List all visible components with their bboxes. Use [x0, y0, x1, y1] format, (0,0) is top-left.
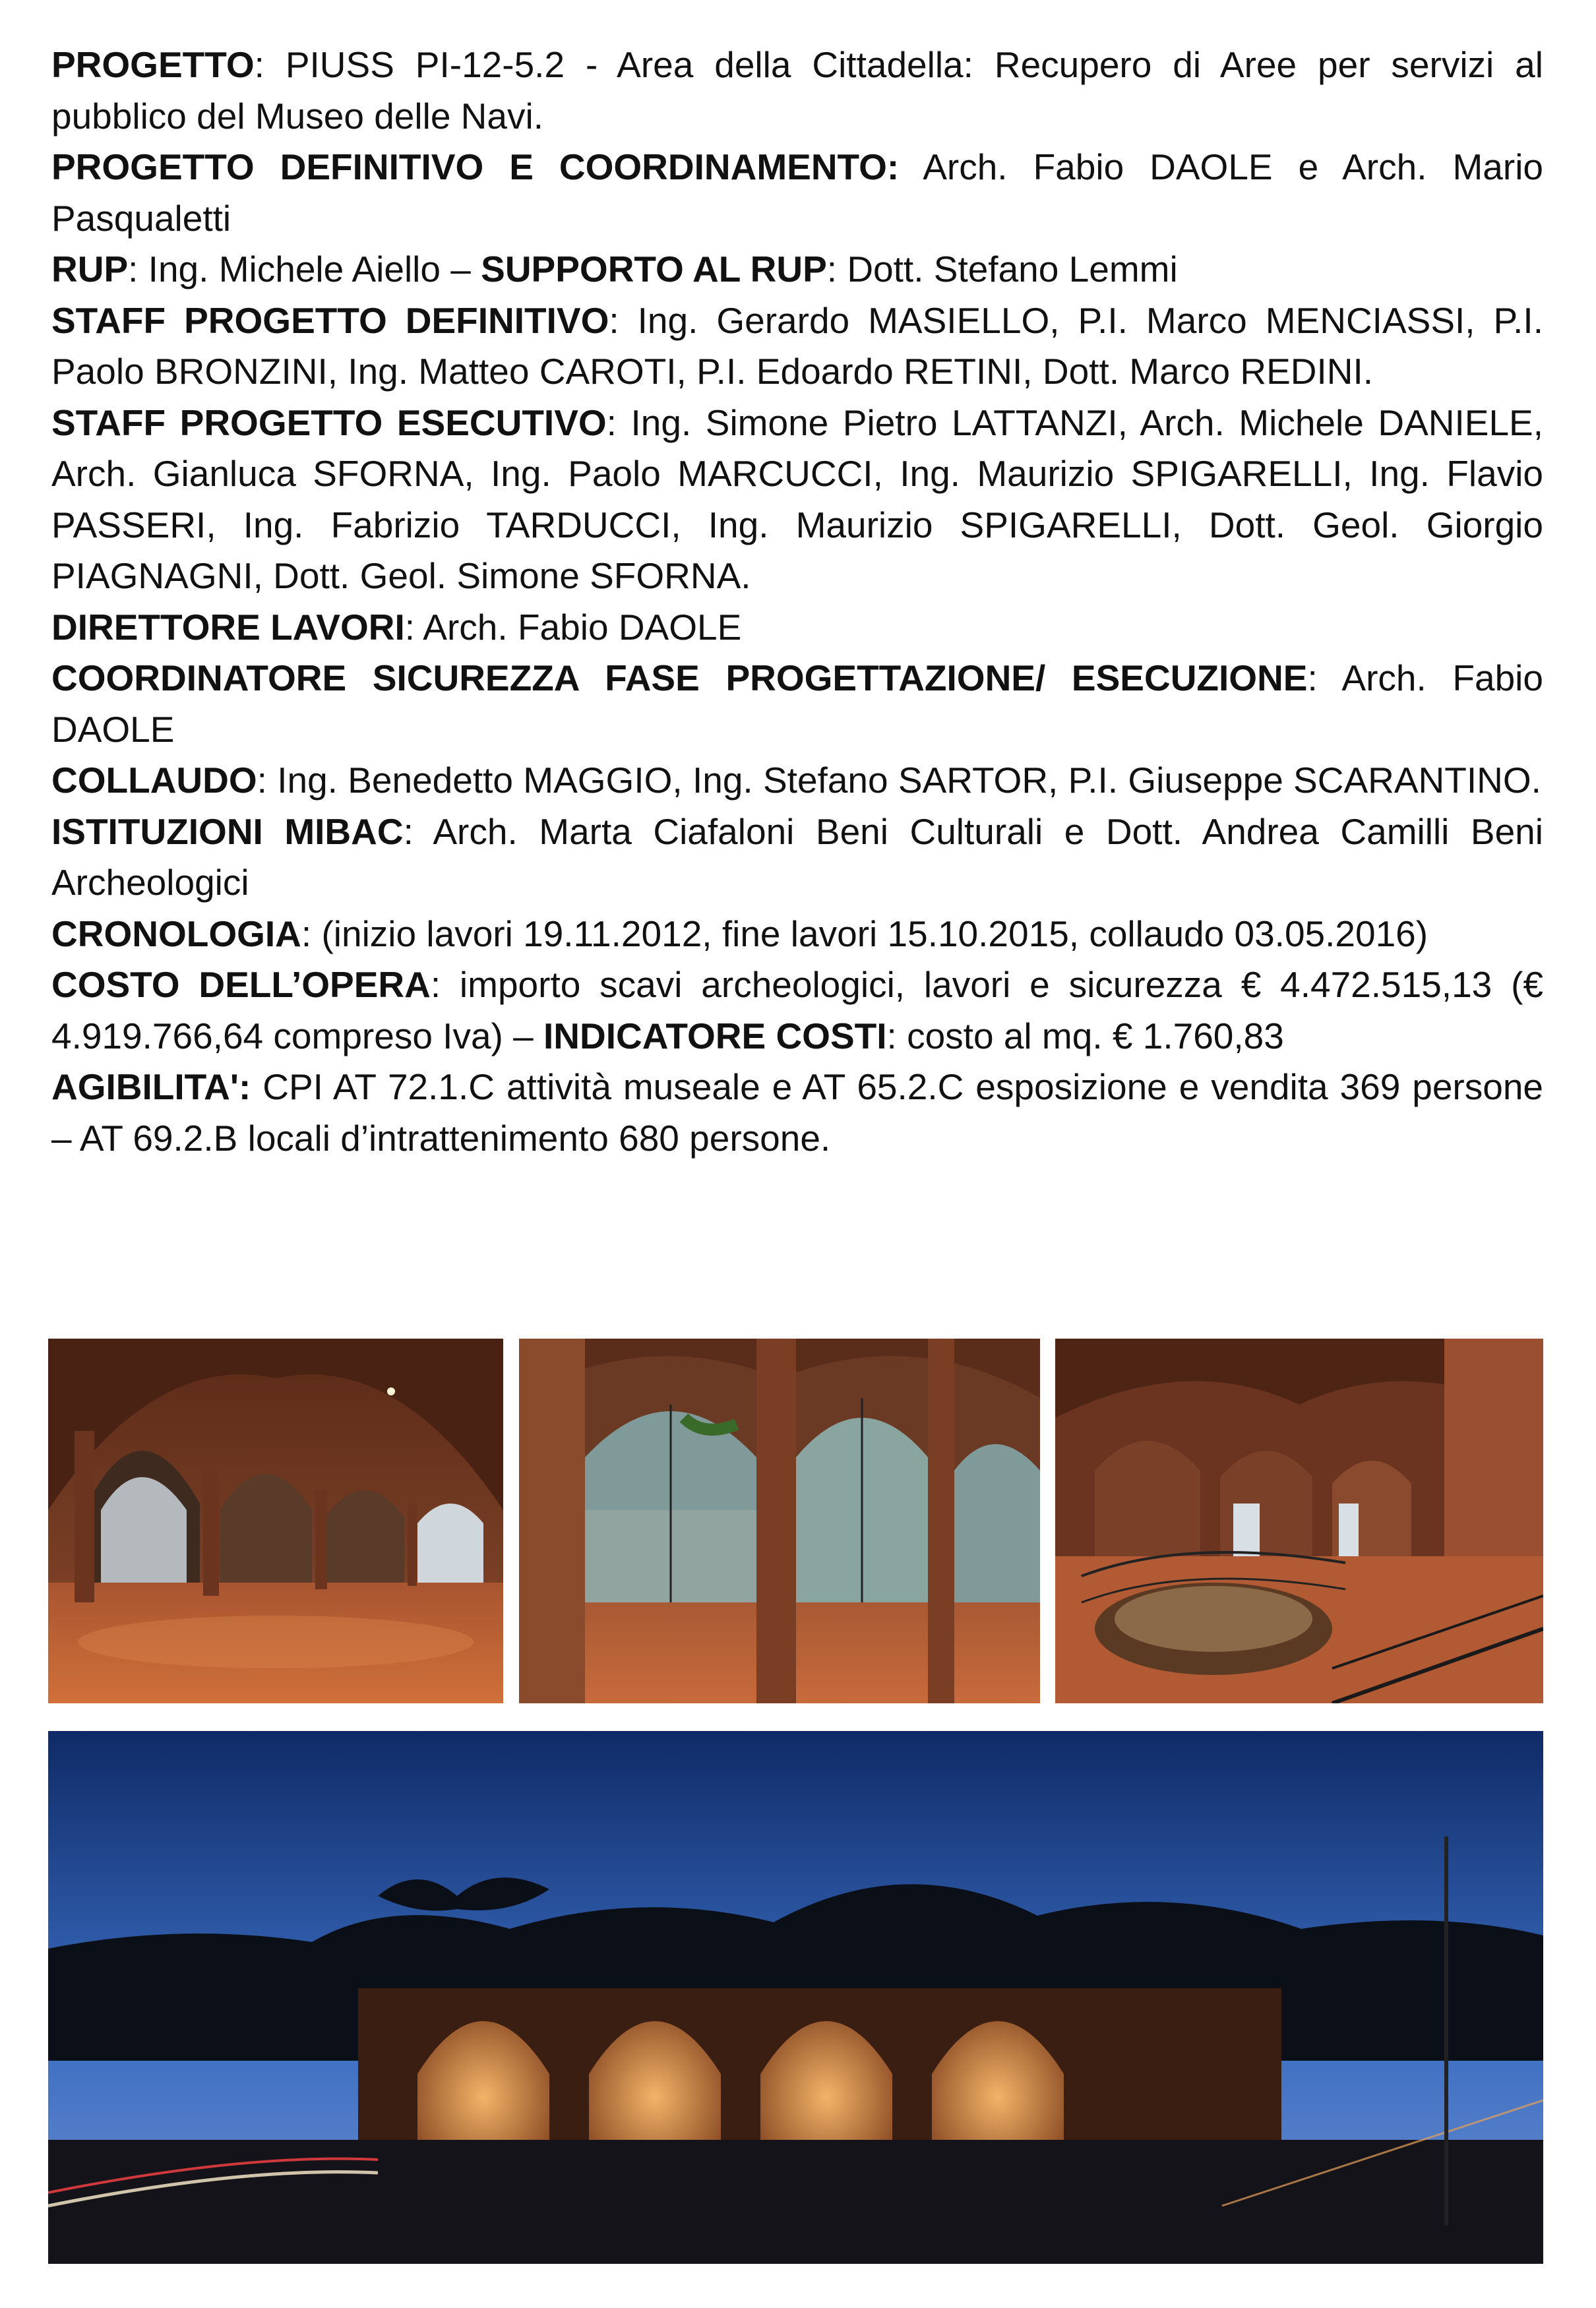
field-label: COLLAUDO: [51, 760, 257, 801]
field-value: : importo scavi archeologici, lavori e sicurezza € 4.472.515,13 (€ 4.919.766,64 compreso Iva) –: [51, 964, 1543, 1056]
photo-interior-hall-image: [48, 1339, 503, 1703]
info-paragraph: [51, 244, 1543, 295]
field-label: STAFF PROGETTO ESECUTIVO: [51, 402, 607, 443]
field-label: STAFF PROGETTO DEFINITIVO: [51, 299, 609, 341]
info-paragraph: [51, 806, 1543, 909]
field-label: RUP: [51, 249, 129, 289]
field-value: : Arch. Marta Ciafaloni Beni Culturali e Dott. Andrea Camilli Beni Archeologici: [51, 810, 1543, 903]
info-paragraph: [51, 959, 1543, 1062]
photo-glass-arches: [519, 1339, 1040, 1703]
field-value: : PIUSS PI-12-5.2 - Area della Cittadella: Recupero di Aree per servizi al pubblico del Museo delle Navi.: [51, 44, 1543, 137]
field-value: : Ing. Simone Pietro LATTANZI, Arch. Michele DANIELE, Arch. Gianluca SFORNA, Ing. Paolo MARCUCCI, Ing. Maurizio SPIGARELLI, Ing. Flavio PASSERI, Ing. Fabrizio TARDUCCI, Ing. Maurizio SPIGARELLI, Dott. Geol. Giorgio PIAGNAGNI, Dott. Geol. Simone SFORNA.: [51, 402, 1543, 596]
field-value: Arch. Fabio DAOLE e Arch. Mario Pasqualetti: [51, 146, 1544, 239]
field-label: PROGETTO DEFINITIVO E COORDINAMENTO:: [51, 146, 900, 187]
photo-exterior-night: [48, 1731, 1543, 2264]
info-paragraph: [51, 398, 1543, 602]
field-label: CRONOLOGIA: [51, 913, 301, 954]
field-value: : (inizio lavori 19.11.2012, fine lavori 15.10.2015, collaudo 03.05.2016): [301, 913, 1428, 954]
photo-interior-hall: [48, 1339, 503, 1703]
field-value: : Arch. Fabio DAOLE: [51, 657, 1543, 750]
field-label: SUPPORTO AL RUP: [481, 249, 827, 289]
field-label: PROGETTO: [51, 44, 255, 85]
field-label: INDICATORE COSTI: [543, 1015, 887, 1056]
photo-exterior-night-image: [48, 1731, 1543, 2264]
field-value: : Ing. Gerardo MASIELLO, P.I. Marco MENCIASSI, P.I. Paolo BRONZINI, Ing. Matteo CAROTI, P.I. Edoardo RETINI, Dott. Marco REDINI.: [51, 299, 1543, 392]
field-value: : Ing. Benedetto MAGGIO, Ing. Stefano SARTOR, P.I. Giuseppe SCARANTINO.: [257, 760, 1541, 801]
field-value: CPI AT 72.1.C attività museale e AT 65.2.C esposizione e vendita 369 persone – AT 69.2.B locali d’intrattenimento 680 persone.: [51, 1066, 1543, 1159]
field-label: AGIBILITA':: [51, 1066, 251, 1107]
info-paragraph: [51, 653, 1543, 755]
field-label: DIRETTORE LAVORI: [51, 606, 405, 648]
field-label: COORDINATORE SICUREZZA FASE PROGETTAZIONE/ ESECUZIONE: [51, 657, 1308, 698]
field-value: : Arch. Fabio DAOLE: [404, 606, 742, 648]
info-paragraph: [51, 755, 1543, 806]
info-paragraph: [51, 909, 1543, 960]
photo-excavation-pit: [1055, 1339, 1543, 1703]
photo-excavation-pit-image: [1055, 1339, 1543, 1703]
info-paragraph: [51, 602, 1543, 653]
info-paragraph: [51, 295, 1543, 398]
field-label: COSTO DELL’OPERA: [51, 964, 431, 1005]
info-paragraph: [51, 1062, 1543, 1164]
field-value: : costo al mq. € 1.760,83: [886, 1015, 1284, 1056]
info-paragraph: [51, 40, 1543, 142]
field-label: ISTITUZIONI MIBAC: [51, 810, 404, 852]
info-paragraph: [51, 142, 1543, 244]
photo-glass-arches-image: [519, 1339, 1040, 1703]
project-info-text: [51, 40, 1543, 1164]
field-value: : Ing. Michele Aiello –: [128, 249, 481, 289]
field-value: : Dott. Stefano Lemmi: [826, 249, 1178, 289]
